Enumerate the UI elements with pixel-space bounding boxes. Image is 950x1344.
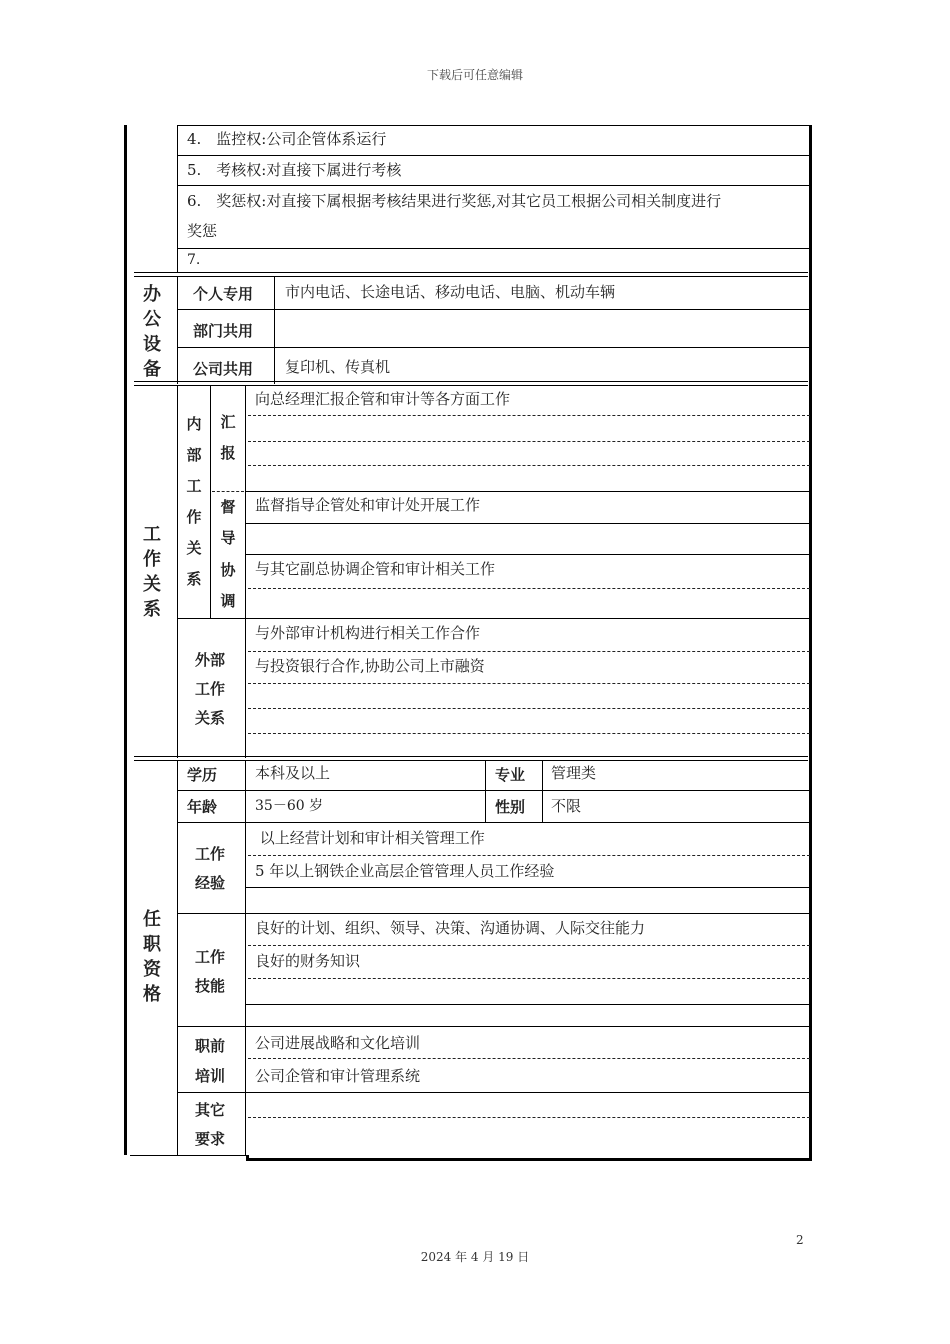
footer-date: 2024 年 4 月 19 日	[420, 1250, 530, 1264]
education-label: 学历	[187, 766, 218, 784]
major-value: 管理类	[551, 764, 597, 782]
gender-label: 性别	[495, 798, 526, 816]
other-label-1: 其它	[195, 1101, 226, 1119]
external-label-1: 外部	[195, 651, 226, 669]
power-item-6-line1: 6. 奖惩权:对直接下属根据考核结果进行奖惩,对其它员工根据公司相关制度进行	[187, 192, 722, 210]
coordinate-label: 协 调	[220, 561, 236, 610]
page-number: 2	[796, 1233, 804, 1247]
experience-value-2: 5 年以上钢铁企业高层企管管理人员工作经验	[255, 862, 555, 880]
gender-value: 不限	[551, 797, 582, 815]
supervise-value: 监督指导企管处和审计处开展工作	[255, 496, 481, 514]
office-equipment-title: 办 公 设 备	[143, 284, 161, 380]
personal-use-label: 个人专用	[193, 285, 254, 303]
work-relations-title: 工 作 关 系	[143, 524, 161, 620]
external-value-2: 与投资银行合作,协助公司上市融资	[255, 657, 485, 675]
skills-value-2: 良好的财务知识	[255, 952, 361, 970]
experience-value-1: 以上经营计划和审计相关管理工作	[255, 829, 485, 847]
company-use-value: 复印机、传真机	[285, 358, 391, 376]
power-item-5: 5. 考核权:对直接下属进行考核	[187, 161, 402, 179]
company-use-label: 公司共用	[193, 360, 254, 378]
education-value: 本科及以上	[255, 764, 331, 782]
major-label: 专业	[495, 766, 526, 784]
age-label: 年龄	[187, 798, 218, 816]
experience-label-2: 经验	[195, 874, 226, 892]
experience-label-1: 工作	[195, 845, 226, 863]
external-label-2: 工作	[195, 680, 226, 698]
skills-label-1: 工作	[195, 948, 226, 966]
external-label-3: 关系	[195, 709, 226, 727]
skills-value-1: 良好的计划、组织、领导、决策、沟通协调、人际交往能力	[255, 919, 646, 937]
supervise-label: 督 导	[220, 498, 236, 547]
training-value-2: 公司企管和审计管理系统	[255, 1067, 421, 1085]
power-item-6-line2: 奖惩	[187, 222, 218, 240]
power-item-4: 4. 监控权:公司企管体系运行	[187, 130, 387, 148]
personal-use-value: 市内电话、长途电话、移动电话、电脑、机动车辆	[285, 283, 616, 301]
power-item-7: 7.	[187, 252, 201, 268]
table-left-border	[124, 125, 127, 1155]
report-label: 汇 报	[220, 413, 236, 462]
training-label-1: 职前	[195, 1037, 226, 1055]
page-header: 下载后可任意编辑	[426, 68, 523, 82]
qualifications-title: 任 职 资 格	[143, 909, 161, 1005]
training-label-2: 培训	[195, 1067, 226, 1085]
external-value-1: 与外部审计机构进行相关工作合作	[255, 624, 481, 642]
internal-relations-label: 内 部 工 作 关 系	[186, 415, 202, 588]
training-value-1: 公司进展战略和文化培训	[255, 1034, 421, 1052]
coordinate-value: 与其它副总协调企管和审计相关工作	[255, 560, 496, 578]
skills-label-2: 技能	[195, 977, 226, 995]
department-use-label: 部门共用	[193, 322, 254, 340]
age-value: 35－60 岁	[255, 798, 324, 814]
report-value: 向总经理汇报企管和审计等各方面工作	[255, 390, 511, 408]
other-label-2: 要求	[195, 1130, 226, 1148]
